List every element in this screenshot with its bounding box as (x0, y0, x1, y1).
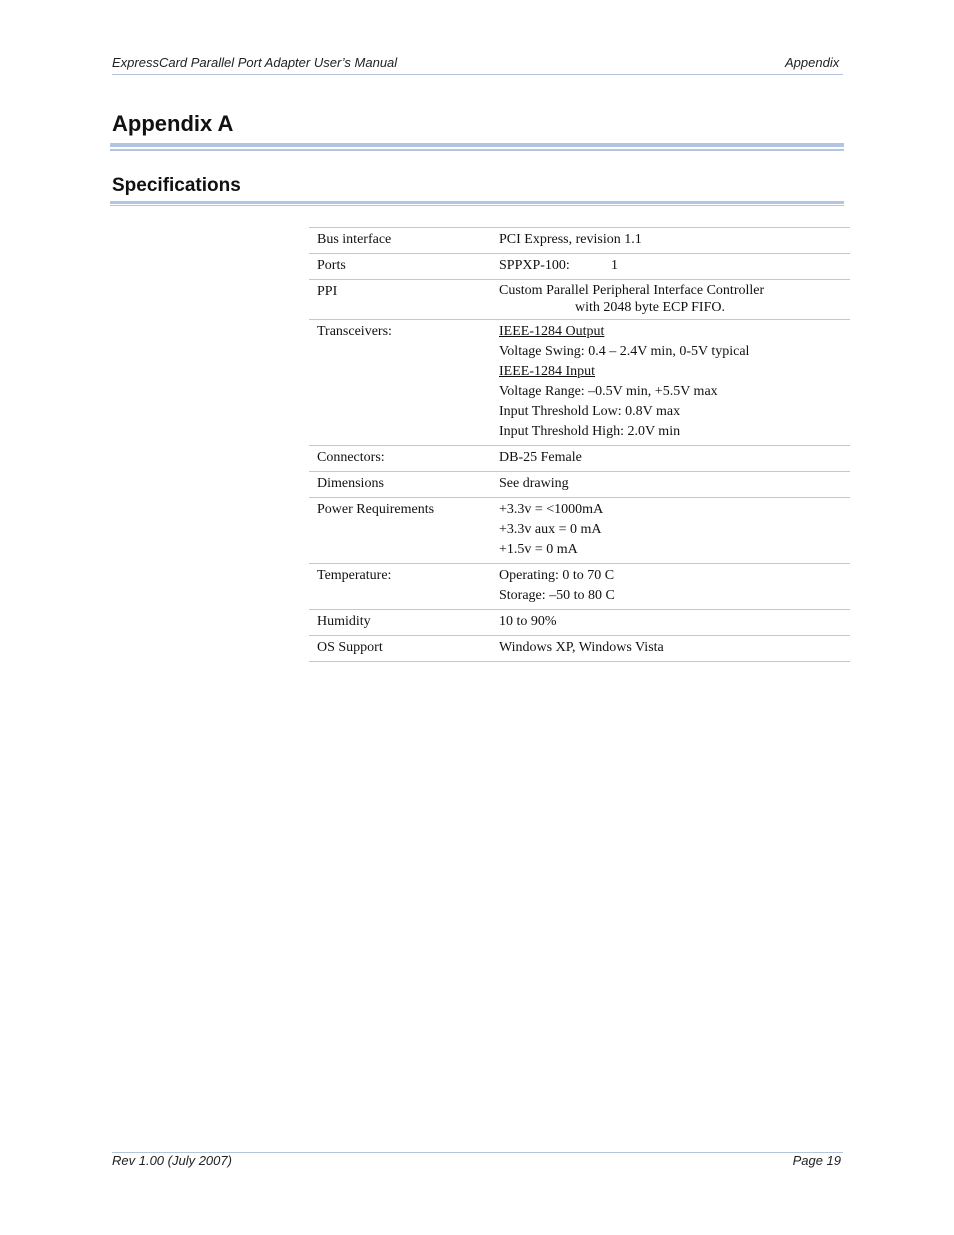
spec-row-os-support (309, 636, 850, 662)
voltage-swing: Voltage Swing: 0.4 – 2.4V min, 0-5V typical (499, 344, 750, 359)
ppi-line-1: Custom Parallel Peripheral Interface Controller (499, 283, 765, 298)
power-line-3: +1.5v = 0 mA (499, 542, 578, 557)
header-manual-title: ExpressCard Parallel Port Adapter User’s Manual (112, 55, 398, 70)
specifications-table (309, 227, 850, 662)
spec-value (492, 254, 850, 280)
spec-row-temperature (309, 564, 850, 610)
spec-row-power (309, 498, 850, 564)
title-rule-lower (110, 149, 844, 151)
spec-value: PCI Express, revision 1.1 (492, 228, 850, 254)
spec-label: PPI (309, 280, 492, 320)
threshold-high: Input Threshold High: 2.0V min (499, 424, 681, 439)
spec-row-transceivers (309, 320, 850, 446)
section-rule-upper (110, 201, 844, 204)
threshold-low: Input Threshold Low: 0.8V max (499, 404, 681, 419)
spec-row-humidity (309, 610, 850, 636)
spec-label: OS Support (309, 636, 492, 662)
spec-row-connectors (309, 446, 850, 472)
ppi-line-2: with 2048 byte ECP FIFO. (575, 300, 725, 315)
spec-label: Ports (309, 254, 492, 280)
ports-count: 1 (611, 258, 618, 273)
spec-value (492, 320, 850, 446)
spec-row-bus-interface (309, 228, 850, 254)
spec-value (492, 498, 850, 564)
power-line-1: +3.3v = <1000mA (499, 502, 604, 517)
spec-label: Dimensions (309, 472, 492, 498)
ports-model: SPPXP-100: (499, 258, 570, 273)
header-section-name: Appendix (785, 55, 840, 70)
spec-value (492, 564, 850, 610)
spec-value: DB-25 Female (492, 446, 850, 472)
spec-value: Windows XP, Windows Vista (492, 636, 850, 662)
spec-value (492, 280, 850, 320)
spec-row-ports (309, 254, 850, 280)
title-rule-upper (110, 143, 844, 147)
footer-revision: Rev 1.00 (July 2007) (112, 1153, 232, 1168)
power-line-2: +3.3v aux = 0 mA (499, 522, 602, 537)
page-header (112, 55, 843, 75)
spec-label: Connectors: (309, 446, 492, 472)
spec-label: Power Requirements (309, 498, 492, 564)
appendix-title: Appendix A (112, 111, 234, 136)
temperature-storage: Storage: –50 to 80 C (499, 588, 615, 603)
footer-page-number: Page 19 (792, 1153, 841, 1168)
spec-value: See drawing (492, 472, 850, 498)
section-rule-lower (110, 205, 844, 206)
spec-row-ppi (309, 280, 850, 320)
spec-label: Transceivers: (309, 320, 492, 446)
spec-label: Bus interface (309, 228, 492, 254)
page-footer (112, 1152, 843, 1173)
temperature-operating: Operating: 0 to 70 C (499, 568, 615, 583)
spec-value: 10 to 90% (492, 610, 850, 636)
output-heading: IEEE-1284 Output (499, 324, 605, 339)
spec-label: Humidity (309, 610, 492, 636)
spec-row-dimensions (309, 472, 850, 498)
section-title: Specifications (112, 175, 241, 196)
spec-label: Temperature: (309, 564, 492, 610)
input-heading: IEEE-1284 Input (499, 364, 596, 379)
voltage-range: Voltage Range: –0.5V min, +5.5V max (499, 384, 718, 399)
